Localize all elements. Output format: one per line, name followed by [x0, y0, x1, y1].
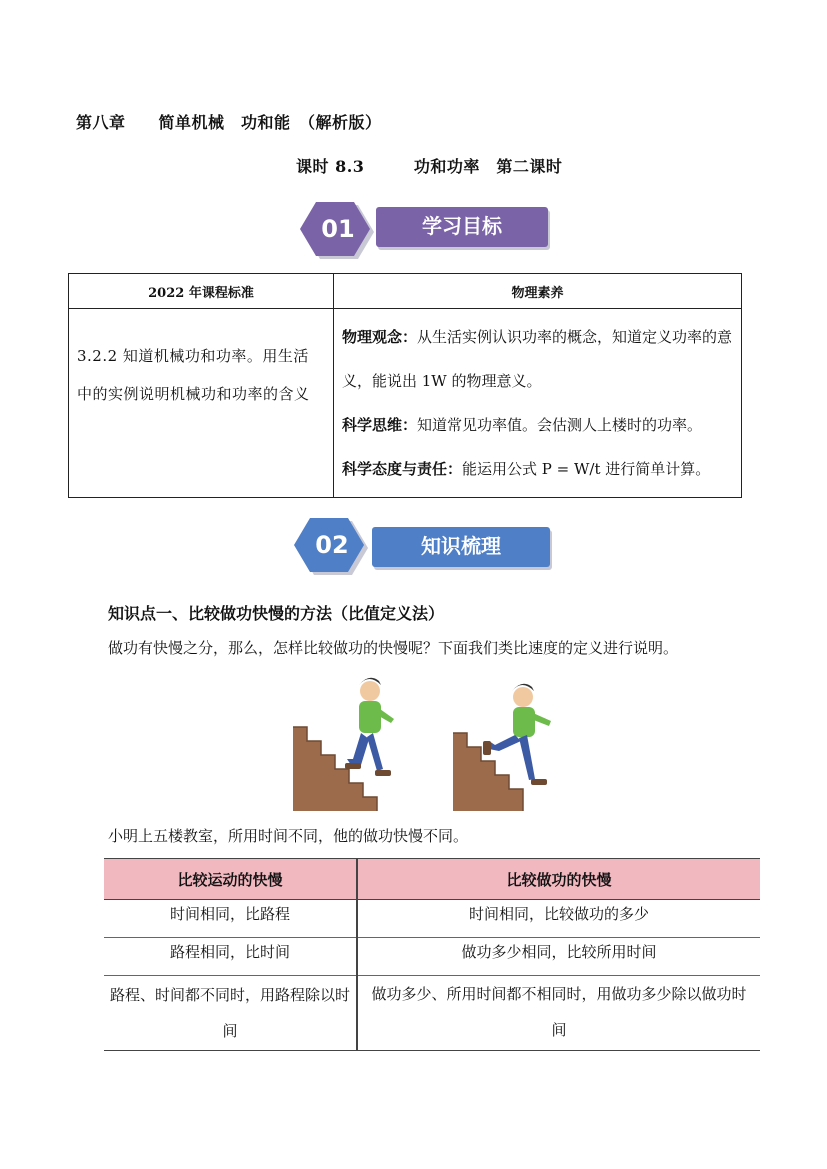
chapter-title: 第八章 简单机械 功和能 （解析版） [76, 113, 382, 132]
section-number: 01 [321, 215, 355, 243]
section-banner-goals [300, 201, 552, 263]
literacy-label: 科学思维： [342, 416, 418, 434]
table-row [104, 938, 760, 976]
literacy-text: 从生活实例认识功率的概念，知道定义功率的意义，能说出 1W 的物理意义。 [342, 328, 733, 390]
literacy-text: 知道常见功率值。会估测人上楼时的功率。 [417, 416, 703, 434]
literacy-label: 科学态度与责任： [342, 460, 463, 478]
section-label: 学习目标 [422, 214, 502, 238]
table-cell: 时间相同，比路程 [104, 900, 357, 938]
column-header-work: 比较做功的快慢 [357, 859, 760, 900]
knowledge-point-title: 知识点一、比较做功快慢的方法（比值定义法） [108, 604, 445, 623]
table-cell: 路程、时间都不同时，用路程除以时间 [104, 976, 357, 1051]
lesson-title: 课时 8.3 功和功率 第二课时 [296, 157, 563, 176]
section-label: 知识梳理 [421, 534, 501, 558]
intro-paragraph: 做功有快慢之分，那么，怎样比较做功的快慢呢？下面我们类比速度的定义进行说明。 [108, 639, 679, 657]
standard-cell: 3.2.2 知道机械功和功率。用生活中的实例说明机械功和功率的含义 [69, 309, 334, 498]
literacy-label: 物理观念： [342, 328, 418, 346]
literacy-text: 能运用公式 P = W/t 进行简单计算。 [462, 460, 711, 478]
table-cell: 做功多少相同，比较所用时间 [357, 938, 760, 976]
learning-goals-table [68, 273, 742, 498]
illustration-caption: 小明上五楼教室，所用时间不同，他的做功快慢不同。 [108, 827, 469, 845]
table-cell: 时间相同，比较做功的多少 [357, 900, 760, 938]
stair-climbing-illustration [255, 675, 575, 815]
comparison-table [104, 858, 760, 1051]
section-number: 02 [315, 531, 349, 559]
column-header-literacy: 物理素养 [334, 274, 742, 309]
person-walking-icon [345, 678, 394, 776]
literacy-item-thinking [342, 403, 735, 447]
column-header-standard: 2022 年课程标准 [69, 274, 334, 309]
literacy-cell [334, 309, 742, 498]
section-banner-knowledge [294, 517, 554, 579]
table-row [104, 900, 760, 938]
table-row [104, 976, 760, 1051]
literacy-item-concept [342, 315, 735, 403]
table-cell: 做功多少、所用时间都不相同时，用做功多少除以做功时间 [357, 976, 760, 1051]
column-header-motion: 比较运动的快慢 [104, 859, 357, 900]
table-cell: 路程相同，比时间 [104, 938, 357, 976]
literacy-item-attitude [342, 447, 735, 491]
